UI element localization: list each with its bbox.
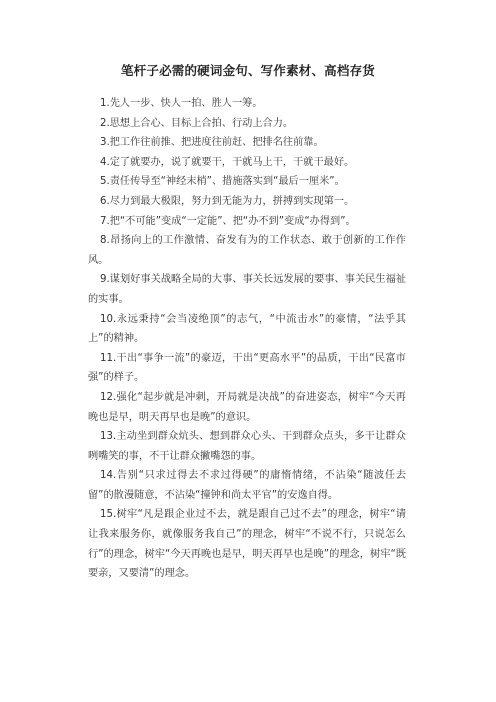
paragraph-7: 7.把“不可能”变成“一定能”、把“办不到”变成“办得到”。 bbox=[100, 215, 356, 227]
paragraph-4: 4.定了就要办，说了就要干，干就马上干，干就干最好。 bbox=[100, 156, 355, 168]
paragraph-15: 15.树牢“凡是跟企业过不去，就是跟自己过不去”的理念，树牢“请让我来服务你，就像服务我自己”的理念，树牢“不说不行，只说怎么行”的理念，树牢“今天再晚也是早，明天再早也是晚”的理念，树牢“既要亲，又要清”的理念。 bbox=[88, 509, 406, 580]
paragraph-10: 10.永远秉持“会当凌绝顶”的志气，“中流击水”的豪情，“法乎其上”的精神。 bbox=[88, 313, 406, 345]
paragraph-12: 12.强化“起步就是冲刺，开局就是决战”的奋进姿态，树牢“今天再晚也是早，明天再早也是晚”的意识。 bbox=[88, 391, 406, 423]
paragraph-13: 13.主动坐到群众炕头、想到群众心头、干到群众点头，多干让群众咧嘴笑的事，不干让群众撇嘴怨的事。 bbox=[88, 431, 406, 462]
paragraph-1: 1.先人一步、快人一拍、胜人一筹。 bbox=[100, 98, 263, 109]
paragraph-11: 11.干出“事争一流”的豪迈，干出“更高水平”的品质，干出“民富市强”的样子。 bbox=[88, 352, 406, 384]
paragraph-14: 14.告别“只求过得去不求过得硬”的庸惰情绪，不沾染“随波任去留”的散漫随意，不沾染“撞钟和尚太平官”的安逸自得。 bbox=[88, 470, 406, 501]
paragraph-5: 5.责任传导至“神经末梢”、措施落实到“最后一厘米”。 bbox=[100, 176, 345, 188]
document-body bbox=[88, 94, 406, 584]
paragraph-2: 2.思想上合心、目标上合拍、行动上合力。 bbox=[100, 117, 294, 129]
document-title: 笔杆子必需的硬词金句、写作素材、高档存货 bbox=[120, 63, 375, 78]
paragraph-9: 9.谋划好事关战略全局的大事、事关长远发展的要事、事关民生福祉的实事。 bbox=[88, 274, 406, 305]
paragraph-3: 3.把工作往前推、把进度往前赶、把排名往前靠。 bbox=[100, 137, 324, 149]
paragraph-6: 6.尽力到最大极限，努力到无能为力，拼搏到实现第一。 bbox=[100, 195, 355, 207]
paragraph-8: 8.昂扬向上的工作激情、奋发有为的工作状态、敢于创新的工作作风。 bbox=[88, 235, 406, 266]
